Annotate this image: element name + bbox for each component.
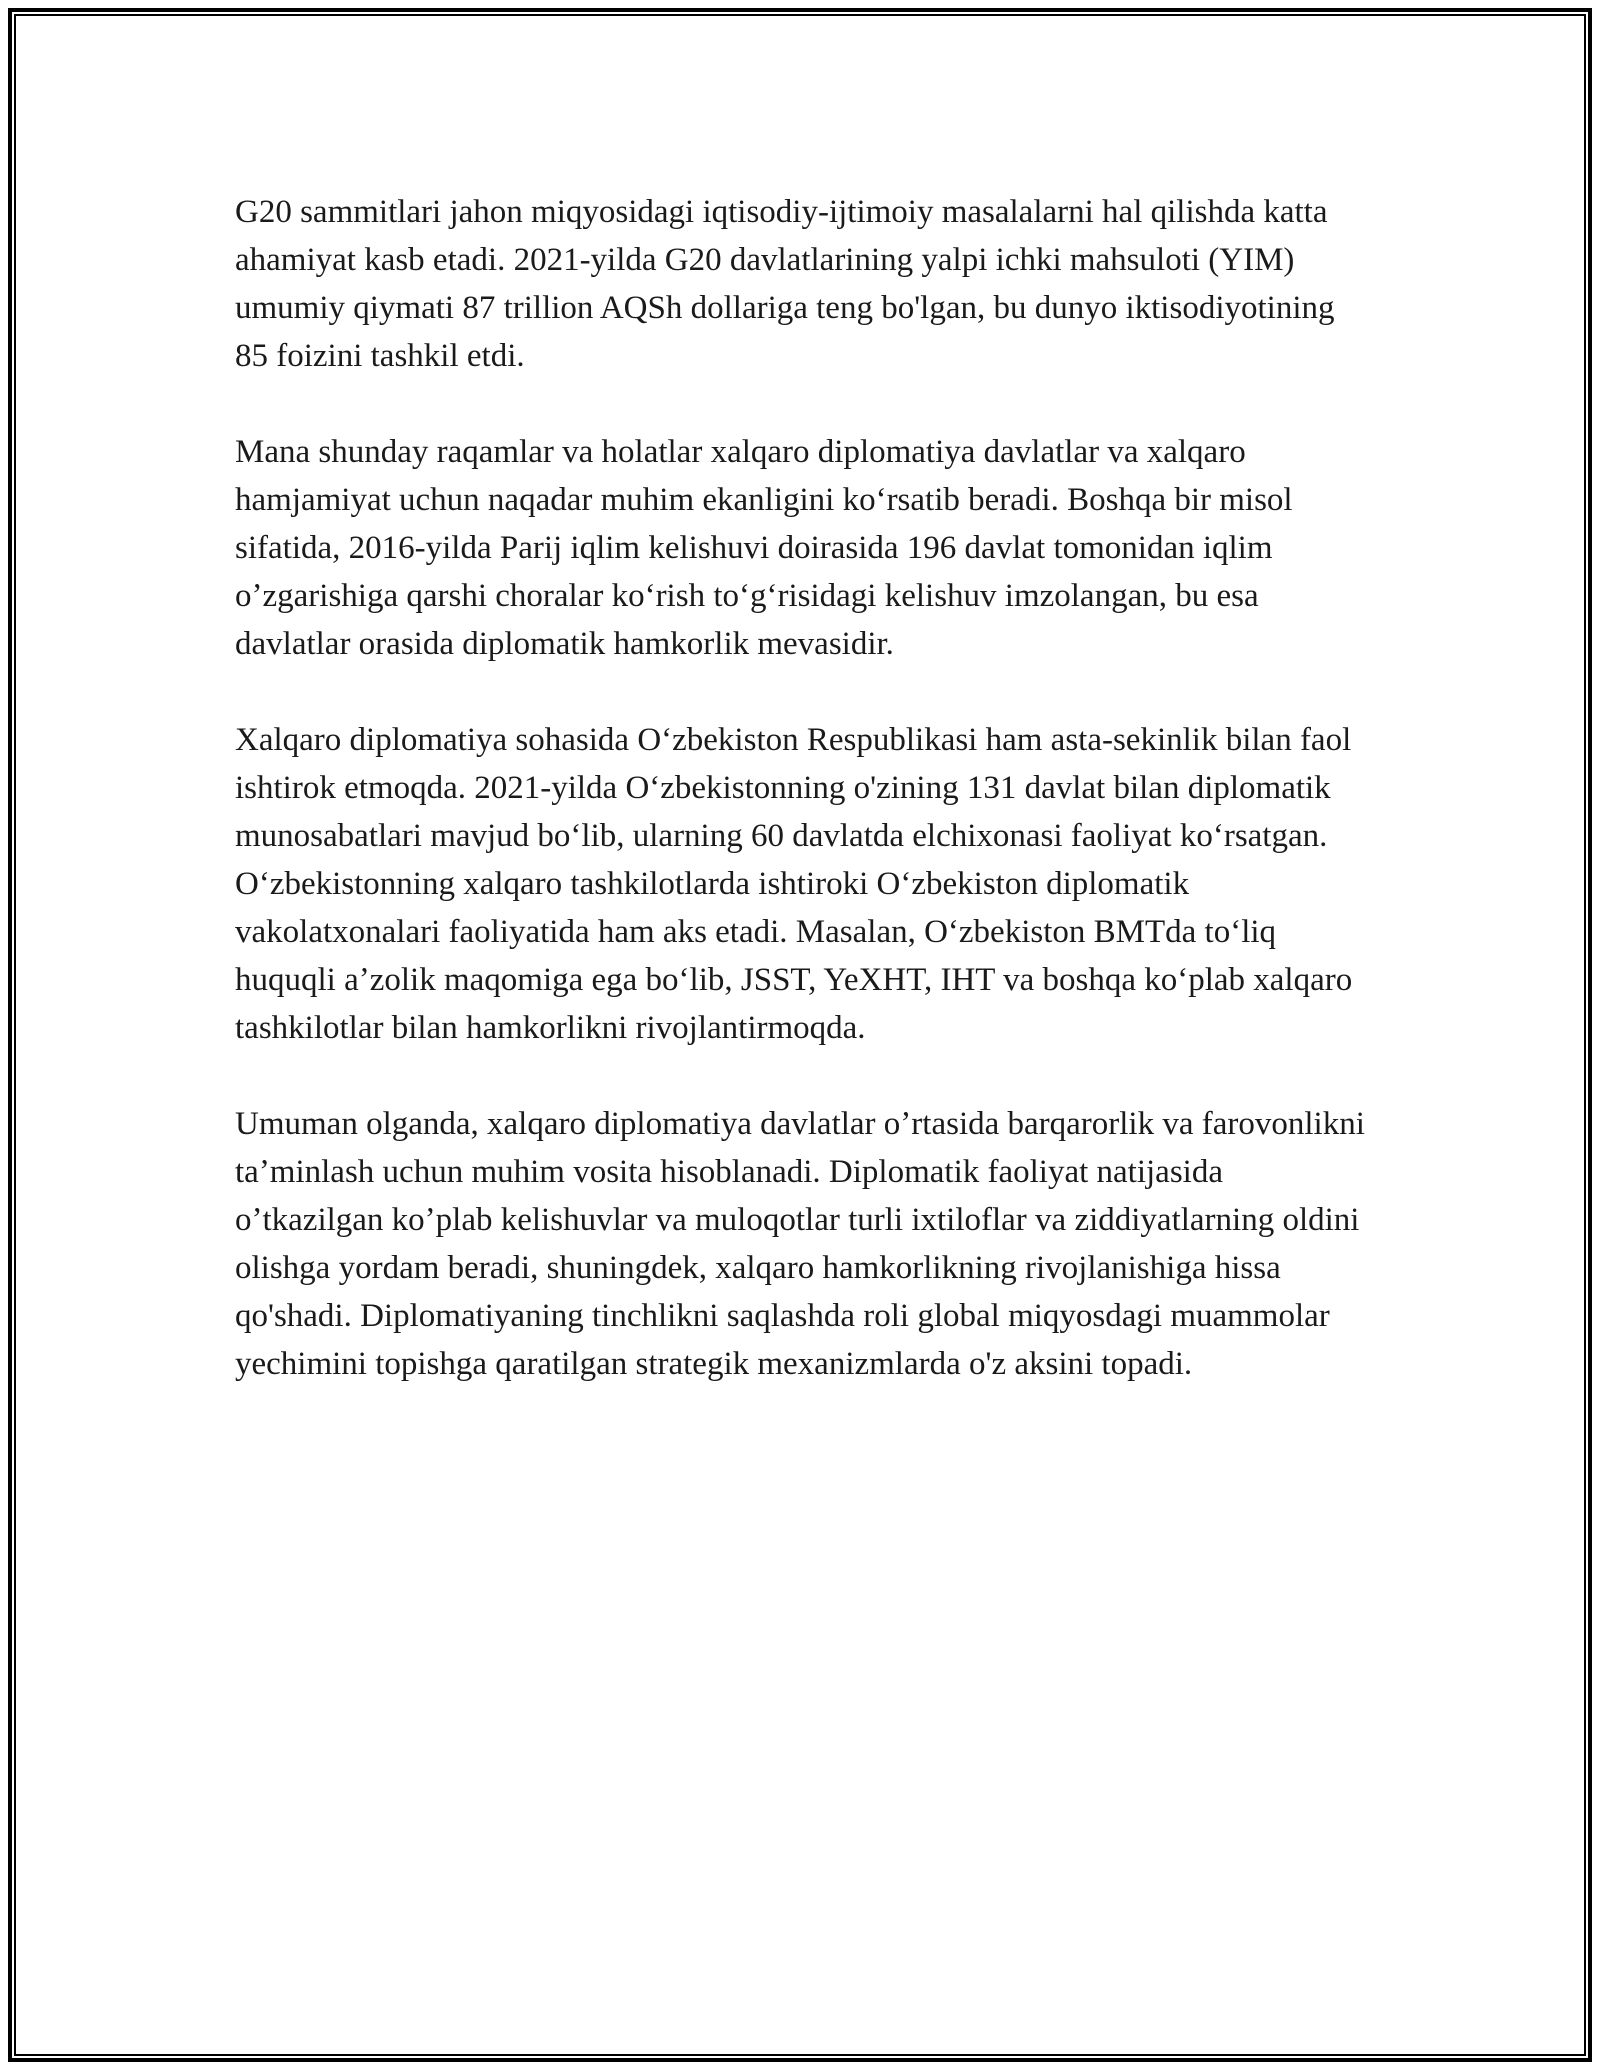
- paragraph-uzbekistan-diplomacy: Xalqaro diplomatiya sohasida Oʻzbekiston Respublikasi ham asta-sekinlik bilan faol ishtirok etmoqda. 2021-yilda Oʻzbekistonning o'zining 131 davlat bilan diplomatik munosabatlari mavjud boʻlib, ularning 60 davlatda elchixonasi faoliyat koʻrsatgan. Oʻzbekistonning xalqaro tashkilotlarda ishtiroki Oʻzbekiston diplomatik vakolatxonalari faoliyatida ham aks etadi. Masalan, Oʻzbekiston BMTda toʻliq huquqli aʼzolik maqomiga ega boʻlib, JSST, YeXHT, IHT va boshqa koʻplab xalqaro tashkilotlar bilan hamkorlikni rivojlantirmoqda.: [235, 722, 1353, 1046]
- document-body: [235, 188, 1365, 1388]
- paragraph-paris-agreement: Mana shunday raqamlar va holatlar xalqaro diplomatiya davlatlar va xalqaro hamjamiyat uchun naqadar muhim ekanligini koʻrsatib beradi. Boshqa bir misol sifatida, 2016-yilda Parij iqlim kelishuvi doirasida 196 davlat tomonidan iqlim oʼzgarishiga qarshi choralar koʻrish toʻgʻrisidagi kelishuv imzolangan, bu esa davlatlar orasida diplomatik hamkorlik mevasidir.: [235, 434, 1293, 662]
- paragraph-conclusion: Umuman olganda, xalqaro diplomatiya davlatlar oʼrtasida barqarorlik va farovonlikni taʼminlash uchun muhim vosita hisoblanadi. Diplomatik faoliyat natijasida oʼtkazilgan koʼplab kelishuvlar va muloqotlar turli ixtiloflar va ziddiyatlarning oldini olishga yordam beradi, shuningdek, xalqaro hamkorlikning rivojlanishiga hissa qo'shadi. Diplomatiyaning tinchlikni saqlashda roli global miqyosdagi muammolar yechimini topishga qaratilgan strategik mexanizmlarda o'z aksini topadi.: [235, 1106, 1365, 1382]
- paragraph-g20: G20 sammitlari jahon miqyosidagi iqtisodiy-ijtimoiy masalalarni hal qilishda katta ahamiyat kasb etadi. 2021-yilda G20 davlatlarining yalpi ichki mahsuloti (YIM) umumiy qiymati 87 trillion AQSh dollariga teng bo'lgan, bu dunyo iktisodiyotining 85 foizini tashkil etdi.: [235, 194, 1335, 374]
